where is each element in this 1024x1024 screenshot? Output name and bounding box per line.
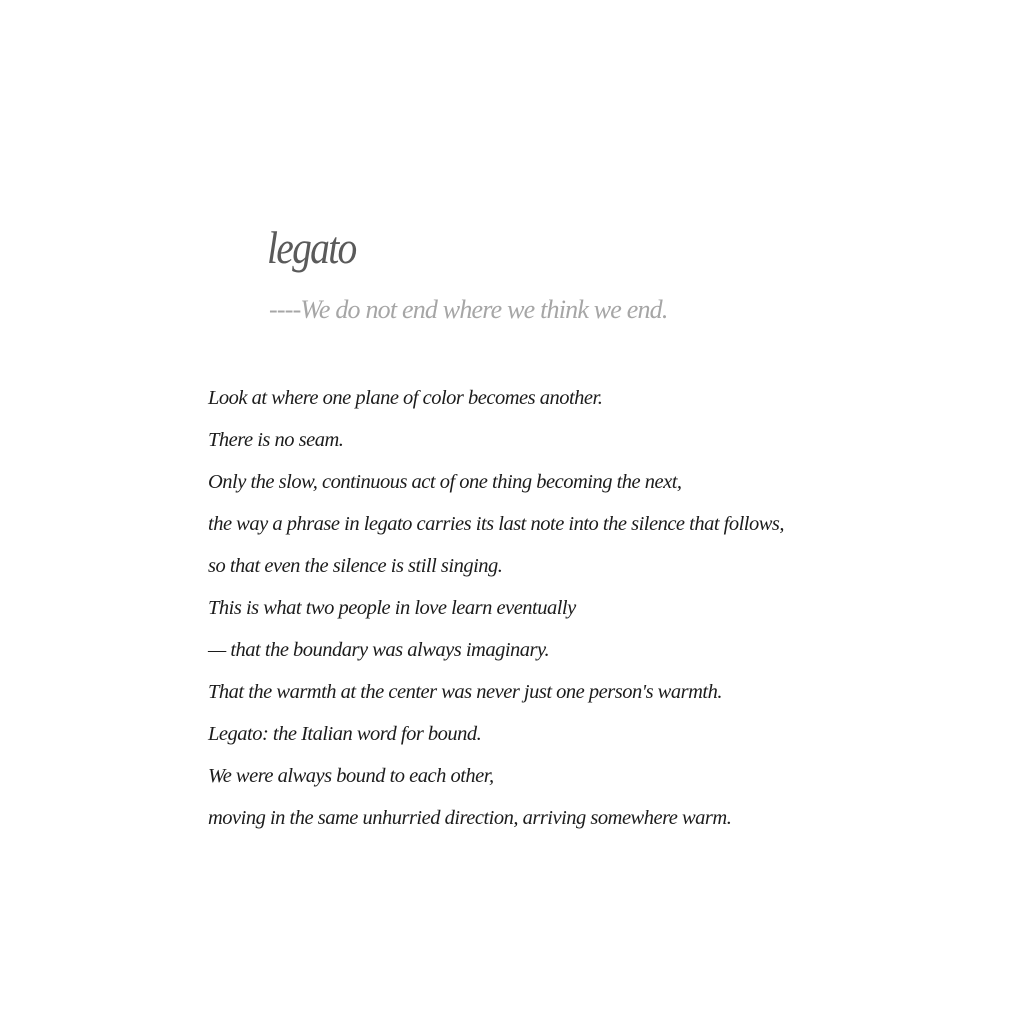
poem-body (208, 377, 784, 839)
poem-line: That the warmth at the center was never just one person's warmth. (208, 681, 722, 703)
poem-title: legato (267, 222, 356, 273)
poem-line: so that even the silence is still singing. (208, 555, 503, 577)
poem-line: There is no seam. (208, 429, 344, 451)
poem-line: — that the boundary was always imaginary. (208, 639, 550, 661)
poem-line: the way a phrase in legato carries its last note into the silence that follows, (208, 513, 785, 535)
poem-line: We were always bound to each other, (208, 765, 494, 787)
poem-line: moving in the same unhurried direction, arriving somewhere warm. (208, 807, 732, 829)
poem-line: Legato: the Italian word for bound. (208, 723, 482, 745)
poem-line: This is what two people in love learn eventually (208, 597, 576, 619)
poem-line: Look at where one plane of color becomes another. (208, 387, 603, 409)
poem-line: Only the slow, continuous act of one thing becoming the next, (208, 471, 682, 493)
poem-epigraph: ----We do not end where we think we end. (269, 295, 668, 324)
